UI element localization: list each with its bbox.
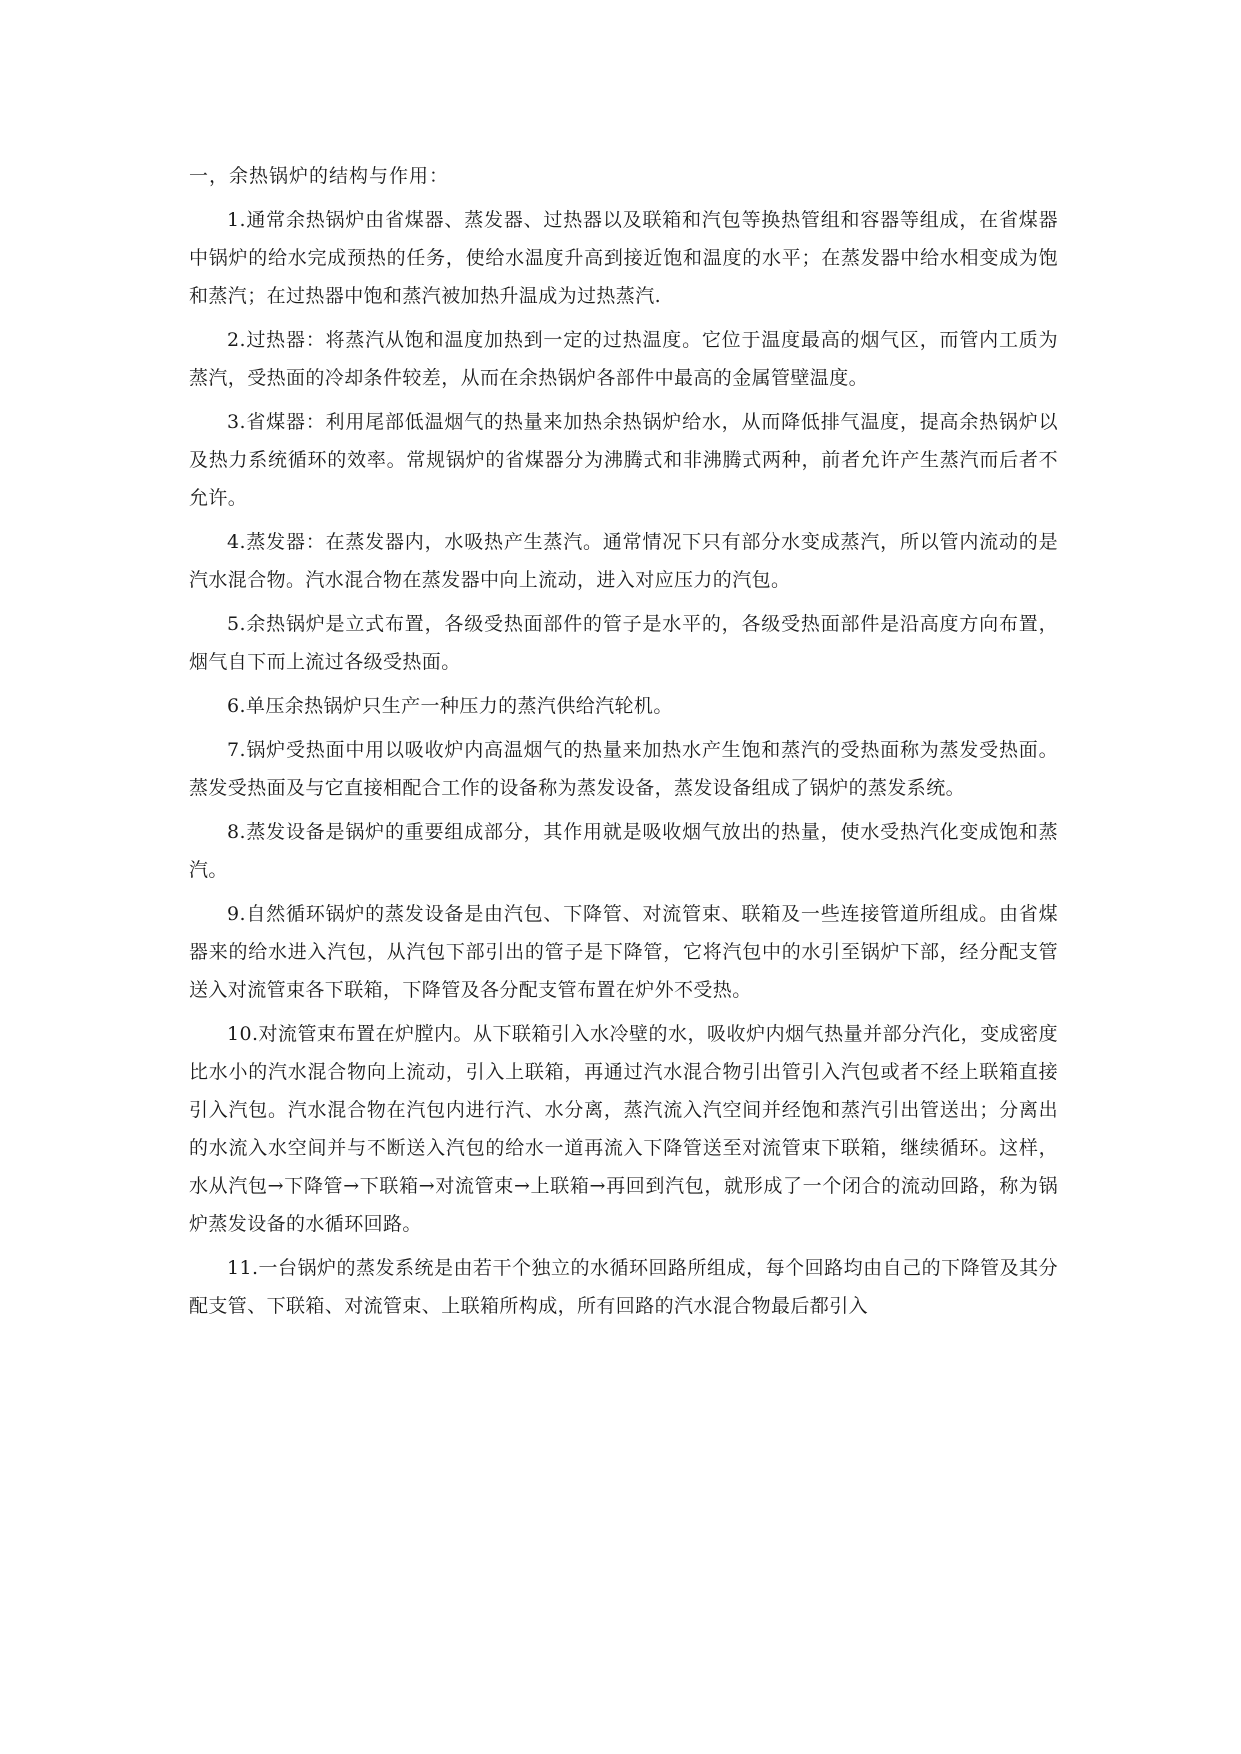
paragraph-10: 10.对流管束布置在炉膛内。从下联箱引入水冷壁的水，吸收炉内烟气热量并部分汽化，变成密度比水小的汽水混合物向上流动，引入上联箱，再通过汽水混合物引出管引入汽包或者不经上联箱直接引入汽包。汽水混合物在汽包内进行汽、水分离，蒸汽流入汽空间并经饱和蒸汽引出管送出；分离出的水流入水空间并与不断送入汽包的给水一道再流入下降管送至对流管束下联箱，继续循环。这样，水从汽包→下降管→下联箱→对流管束→上联箱→再回到汽包，就形成了一个闭合的流动回路，称为锅炉蒸发设备的水循环回路。 (189, 1023, 1058, 1235)
paragraph-4: 4.蒸发器：在蒸发器内，水吸热产生蒸汽。通常情况下只有部分水变成蒸汽，所以管内流动的是汽水混合物。汽水混合物在蒸发器中向上流动，进入对应压力的汽包。 (189, 531, 1058, 591)
paragraph-9: 9.自然循环锅炉的蒸发设备是由汽包、下降管、对流管束、联箱及一些连接管道所组成。由省煤器来的给水进入汽包，从汽包下部引出的管子是下降管，它将汽包中的水引至锅炉下部，经分配支管送入对流管束各下联箱，下降管及各分配支管布置在炉外不受热。 (189, 903, 1058, 1001)
paragraph-6: 6.单压余热锅炉只生产一种压力的蒸汽供给汽轮机。 (227, 695, 673, 717)
document-body (189, 157, 1058, 1331)
paragraph-1: 1.通常余热锅炉由省煤器、蒸发器、过热器以及联箱和汽包等换热管组和容器等组成，在省煤器中锅炉的给水完成预热的任务，使给水温度升高到接近饱和温度的水平；在蒸发器中给水相变成为饱和蒸汽；在过热器中饱和蒸汽被加热升温成为过热蒸汽. (189, 209, 1058, 307)
paragraph-8: 8.蒸发设备是锅炉的重要组成部分，其作用就是吸收烟气放出的热量，使水受热汽化变成饱和蒸汽。 (189, 821, 1058, 881)
paragraph-2: 2.过热器：将蒸汽从饱和温度加热到一定的过热温度。它位于温度最高的烟气区，而管内工质为蒸汽，受热面的冷却条件较差，从而在余热锅炉各部件中最高的金属管壁温度。 (189, 329, 1058, 389)
section-heading: 一，余热锅炉的结构与作用： (189, 165, 450, 187)
paragraph-7: 7.锅炉受热面中用以吸收炉内高温烟气的热量来加热水产生饱和蒸汽的受热面称为蒸发受热面。蒸发受热面及与它直接相配合工作的设备称为蒸发设备，蒸发设备组成了锅炉的蒸发系统。 (189, 739, 1058, 799)
paragraph-11: 11.一台锅炉的蒸发系统是由若干个独立的水循环回路所组成，每个回路均由自己的下降管及其分配支管、下联箱、对流管束、上联箱所构成，所有回路的汽水混合物最后都引入 (189, 1257, 1058, 1317)
paragraph-3: 3.省煤器：利用尾部低温烟气的热量来加热余热锅炉给水，从而降低排气温度，提高余热锅炉以及热力系统循环的效率。常规锅炉的省煤器分为沸腾式和非沸腾式两种，前者允许产生蒸汽而后者不允许。 (189, 411, 1058, 509)
paragraph-5: 5.余热锅炉是立式布置，各级受热面部件的管子是水平的，各级受热面部件是沿高度方向布置，烟气自下而上流过各级受热面。 (189, 613, 1058, 673)
